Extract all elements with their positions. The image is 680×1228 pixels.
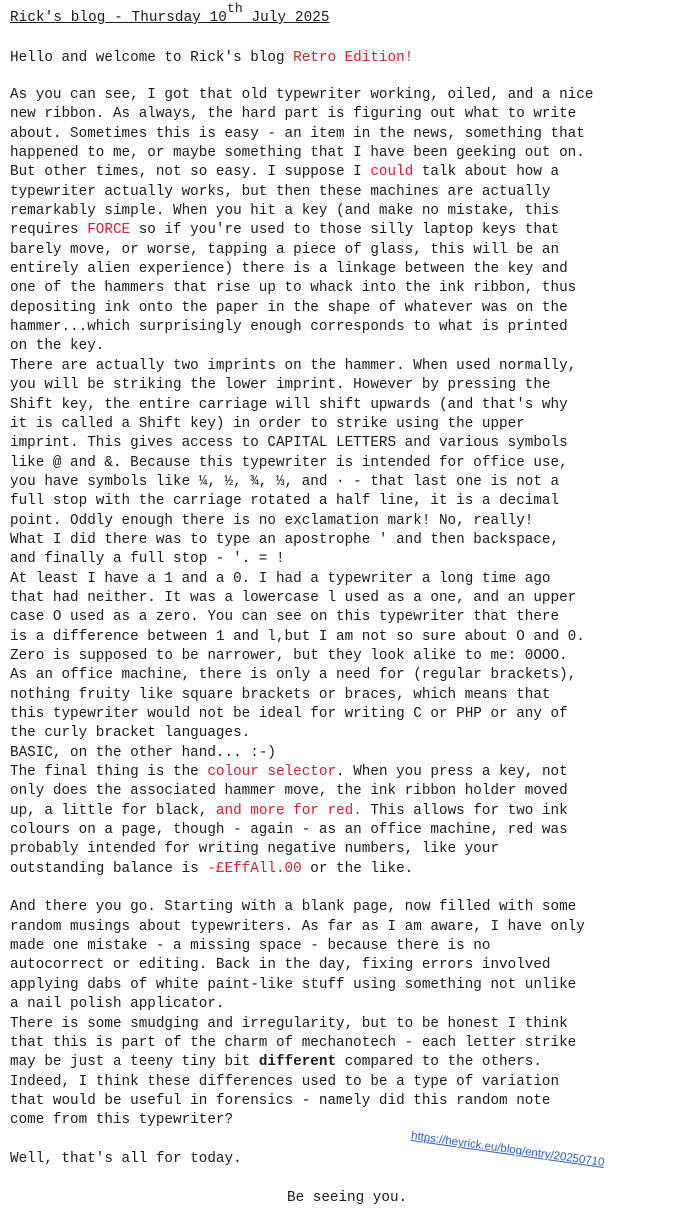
typed-page	[10, 0, 672, 1228]
text-line: come from this typewriter?	[10, 1112, 234, 1129]
text-line: only does the associated hammer move, the ink ribbon holder moved	[10, 783, 568, 800]
paragraph-typewriter-intro	[10, 86, 674, 357]
text-line: And there you go. Starting with a blank page, now filled with some	[10, 899, 577, 916]
text-line: entirely alien experience) there is a linkage between the key and	[10, 261, 568, 278]
text-line: At least I have a 1 and a 0. I had a typewriter a long time ago	[10, 570, 551, 587]
blank-line	[10, 879, 674, 898]
entry-url-link[interactable]: https://heyrick.eu/blog/entry/20250710	[410, 1130, 606, 1170]
text-line: BASIC, on the other hand... :-)	[10, 744, 276, 761]
text-line: case O used as a zero. You can see on this typewriter that there	[10, 609, 560, 626]
text-line: probably intended for writing negative numbers, like your	[10, 841, 500, 858]
colour-selector-highlight: colour selector	[207, 764, 337, 781]
text-line: But other times, not so easy. I suppose I could talk about how a	[10, 164, 560, 181]
text-line: is a difference between 1 and l,but I am not so sure about O and 0.	[10, 628, 585, 645]
could-highlight: could	[370, 164, 414, 181]
welcome-line: Hello and welcome to Rick's blog Retro Edition!	[10, 50, 414, 66]
paragraph-colour-selector	[10, 763, 674, 879]
text-line: imprint. This gives access to CAPITAL LETTERS and various symbols	[10, 435, 568, 452]
blog-body	[10, 86, 674, 1169]
text-line: like @ and &. Because this typewriter is intended for office use,	[10, 454, 568, 471]
text-line: There is some smudging and irregularity, but to be honest I think	[10, 1015, 568, 1032]
more-for-red-highlight: and more for red.	[215, 802, 362, 819]
text-line: one of the hammers that rise up to whack into the ink ribbon, thus	[10, 280, 577, 297]
text-line: that would be useful in forensics - namely did this random note	[10, 1092, 551, 1109]
text-line: What I did there was to type an apostrophe ' and then backspace,	[10, 531, 560, 548]
text-line: Zero is supposed to be narrower, but they look alike to me: 0OOO.	[10, 647, 568, 664]
signoff: Be seeing you.	[287, 1190, 408, 1206]
text-line: Indeed, I think these differences used to be a type of variation	[10, 1073, 560, 1090]
text-line: this typewriter would not be ideal for writing C or PHP or any of	[10, 706, 568, 722]
paragraph-smudging	[10, 1015, 674, 1131]
paragraph-wrap-up	[10, 898, 674, 1014]
closing-line: Well, that's all for today.	[10, 1150, 242, 1167]
text-line: may be just a teeny tiny bit different compared to the others.	[10, 1054, 542, 1071]
text-line: you will be striking the lower imprint. However by pressing the	[10, 377, 551, 394]
text-line: Shift key, the entire carriage will shift upwards (and that's why	[10, 396, 568, 413]
text-line: it is called a Shift key) in order to strike using the upper	[10, 415, 525, 432]
text-line: As you can see, I got that old typewriter working, oiled, and a nice	[10, 87, 594, 103]
negative-balance-highlight: -£EffAll.00	[207, 860, 302, 877]
text-line: on the key.	[10, 338, 105, 355]
text-line: hammer...which surprisingly enough corresponds to what is printed	[10, 319, 568, 336]
text-line: the curly bracket languages.	[10, 725, 251, 742]
text-line: There are actually two imprints on the hammer. When used normally,	[10, 357, 577, 374]
text-line: and finally a full stop - '. = !	[10, 551, 285, 568]
text-line: autocorrect or editing. Back in the day, fixing errors involved	[10, 957, 551, 974]
page-title: Rick's blog - Thursday 10th July 2025	[10, 1, 330, 26]
text-line: random musings about typewriters. As far as I am aware, I have only	[10, 918, 585, 935]
text-line: that this is part of the charm of mechanotech - each letter strike	[10, 1034, 577, 1051]
text-line: up, a little for black, and more for red. This allows for two ink	[10, 802, 568, 819]
text-line: typewriter actually works, but then these machines are actually	[10, 183, 551, 200]
text-line: barely move, or worse, tapping a piece of glass, this will be an	[10, 241, 560, 258]
different-emphasis: different	[258, 1054, 337, 1071]
title-superscript: th	[227, 1, 243, 16]
text-line: new ribbon. As always, the hard part is figuring out what to write	[10, 106, 577, 123]
text-line: full stop with the carriage rotated a half line, it is a decimal	[10, 493, 560, 510]
force-highlight: FORCE	[87, 222, 131, 239]
text-line: The final thing is the colour selector. When you press a key, not	[10, 764, 568, 781]
text-line: you have symbols like ¼, ½, ¾, ⅓, and · - that last one is not a	[10, 473, 560, 490]
retro-edition-highlight: Retro Edition!	[293, 50, 414, 66]
text-line: remarkably simple. When you hit a key (and make no mistake, this	[10, 203, 560, 220]
text-line: depositing ink onto the paper in the shape of whatever was on the	[10, 299, 568, 316]
text-line: about. Sometimes this is easy - an item in the news, something that	[10, 125, 585, 142]
text-line: nothing fruity like square brackets or braces, which means that	[10, 686, 551, 703]
text-line: colours on a page, though - again - as an office machine, red was	[10, 822, 568, 839]
text-line: outstanding balance is -£EffAll.00 or the like.	[10, 860, 414, 877]
paragraph-shift-key	[10, 357, 674, 570]
text-line: made one mistake - a missing space - because there is no	[10, 938, 491, 955]
text-line: a nail polish applicator.	[10, 996, 225, 1013]
text-line: requires FORCE so if you're used to those silly laptop keys that	[10, 222, 560, 239]
text-line: happened to me, or maybe something that I have been geeking out on.	[10, 145, 585, 162]
blank-line	[10, 1131, 674, 1150]
text-line: applying dabs of white paint-like stuff using something not unlike	[10, 976, 577, 993]
text-line: that had neither. It was a lowercase l used as a one, and an upper	[10, 589, 577, 606]
text-line: As an office machine, there is only a need for (regular brackets),	[10, 667, 577, 684]
text-line: point. Oddly enough there is no exclamation mark! No, really!	[10, 512, 534, 529]
paragraph-digits	[10, 570, 674, 763]
